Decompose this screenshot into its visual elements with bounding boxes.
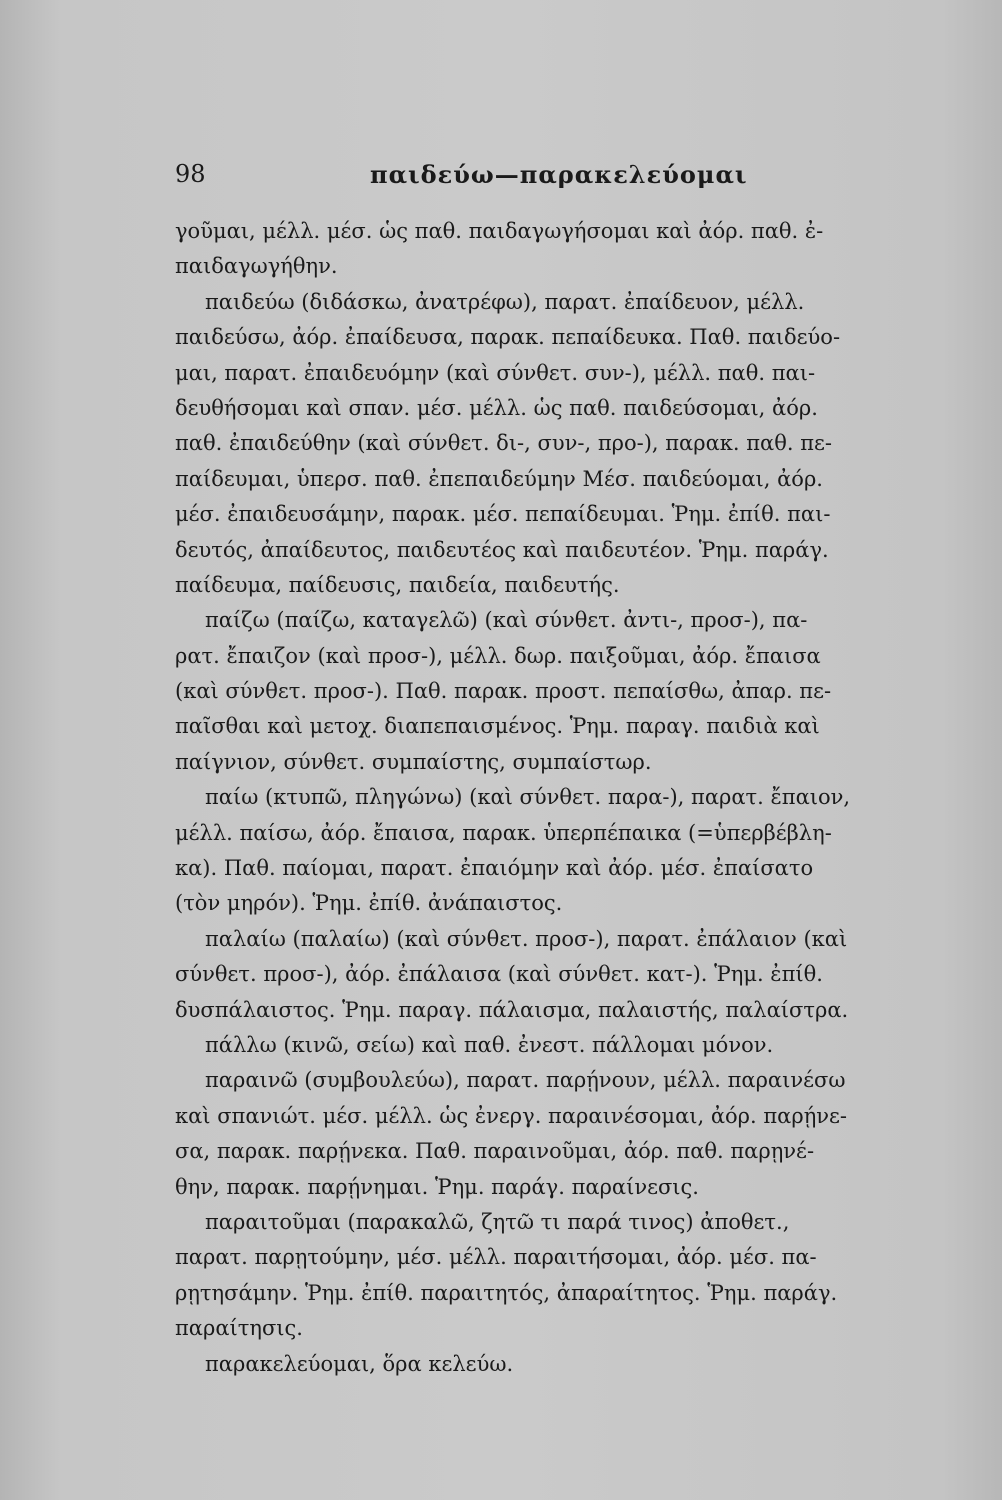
- text-line: ρατ. ἔπαιζον (καὶ προσ-), μέλλ. δωρ. παιξοῦμαι, ἀόρ. ἔπαισα: [175, 643, 821, 668]
- text-line: μαι, παρατ. ἐπαιδευόμην (καὶ σύνθετ. συν-), μέλλ. παθ. παι-: [175, 360, 816, 385]
- text-line: σύνθετ. προσ-), ἀόρ. ἐπάλαισα (καὶ σύνθετ. κατ-). Ῥημ. ἐπίθ.: [175, 962, 823, 987]
- text-line: σα, παρακ. παρῄνεκα. Παθ. παραινοῦμαι, ἀόρ. παθ. παρῃνέ-: [175, 1139, 815, 1164]
- text-line: παίδευμαι, ὑπερσ. παθ. ἐπεπαιδεύμην Μέσ. παιδεύομαι, ἀόρ.: [175, 466, 823, 491]
- text-line: παῖσθαι καὶ μετοχ. διαπεπαισμένος. Ῥημ. παραγ. παιδιὰ καὶ: [175, 714, 820, 739]
- text-line: παρατ. παρῃτούμην, μέσ. μέλλ. παραιτήσομαι, ἀόρ. μέσ. πα-: [175, 1245, 817, 1270]
- entry-headword-line: πάλλω (κινῶ, σείω) καὶ παθ. ἐνεστ. πάλλομαι μόνον.: [205, 1032, 774, 1057]
- text-line: παθ. ἐπαιδεύθην (καὶ σύνθετ. δι-, συν-, προ-), παρακ. παθ. πε-: [175, 431, 832, 456]
- page-header: [175, 160, 955, 200]
- text-line: καὶ σπανιώτ. μέσ. μέλλ. ὡς ἐνεργ. παραινέσομαι, ἀόρ. παρῄνε-: [175, 1103, 848, 1128]
- text-line: θην, παρακ. παρῄνημαι. Ῥημ. παράγ. παραίνεσις.: [175, 1174, 699, 1199]
- text-line: δευθήσομαι καὶ σπαν. μέσ. μέλλ. ὡς παθ. παιδεύσομαι, ἀόρ.: [175, 395, 818, 420]
- text-line: παραίτησις.: [175, 1316, 303, 1341]
- text-line: γοῦμαι, μέλλ. μέσ. ὡς παθ. παιδαγωγήσομαι καὶ ἀόρ. παθ. ἐ-: [175, 219, 824, 243]
- text-line: ρῃτησάμην. Ῥημ. ἐπίθ. παραιτητός, ἀπαραίτητος. Ῥημ. παράγ.: [175, 1280, 838, 1305]
- entry-headword-line: παλαίω (παλαίω) (καὶ σύνθετ. προσ-), παρατ. ἐπάλαιον (καὶ: [205, 926, 848, 951]
- text-line: μέλλ. παίσω, ἀόρ. ἔπαισα, παρακ. ὑπερπέπαικα (=ὑπερβέβλη-: [175, 820, 832, 845]
- entry-headword-line: παρακελεύομαι, ὅρα κελεύω.: [205, 1351, 514, 1376]
- page-number: 98: [175, 160, 206, 188]
- text-line: μέσ. ἐπαιδευσάμην, παρακ. μέσ. πεπαίδευμαι. Ῥημ. ἐπίθ. παι-: [175, 502, 831, 527]
- text-line: δευτός, ἀπαίδευτος, παιδευτέος καὶ παιδευτέον. Ῥημ. παράγ.: [175, 537, 829, 562]
- entry-headword-line: παίω (κτυπῶ, πληγώνω) (καὶ σύνθετ. παρα-), παρατ. ἔπαιον,: [205, 785, 851, 810]
- text-line: (καὶ σύνθετ. προσ-). Παθ. παρακ. προστ. πεπαίσθω, ἀπαρ. πε-: [175, 679, 832, 704]
- text-line: παίδευμα, παίδευσις, παιδεία, παιδευτής.: [175, 572, 620, 597]
- entry-headword-line: παραιτοῦμαι (παρακαλῶ, ζητῶ τι παρά τινος) ἀποθετ.,: [205, 1209, 790, 1234]
- text-line: (τὸν μηρόν). Ῥημ. ἐπίθ. ἀνάπαιστος.: [175, 891, 563, 916]
- text-line: παίγνιον, σύνθετ. συμπαίστης, συμπαίστωρ.: [175, 749, 652, 774]
- entry-headword-line: παραινῶ (συμβουλεύω), παρατ. παρῄνουν, μέλλ. παραινέσω: [205, 1068, 846, 1093]
- entry-headword-line: παιδεύω (διδάσκω, ἀνατρέφω), παρατ. ἐπαίδευον, μέλλ.: [205, 289, 805, 314]
- text-line: κα). Παθ. παίομαι, παρατ. ἐπαιόμην καὶ ἀόρ. μέσ. ἐπαίσατο: [175, 856, 814, 881]
- running-head: παιδεύω—παρακελεύομαι: [370, 160, 748, 189]
- text-line: παιδαγωγήθην.: [175, 254, 338, 279]
- text-line: παιδεύσω, ἀόρ. ἐπαίδευσα, παρακ. πεπαίδευκα. Παθ. παιδεύο-: [175, 325, 841, 350]
- dictionary-text: [175, 214, 960, 1382]
- text-line: δυσπάλαιστος. Ῥημ. παραγ. πάλαισμα, παλαιστής, παλαίστρα.: [175, 997, 849, 1022]
- entry-headword-line: παίζω (παίζω, καταγελῶ) (καὶ σύνθετ. ἀντι-, προσ-), πα-: [205, 608, 808, 633]
